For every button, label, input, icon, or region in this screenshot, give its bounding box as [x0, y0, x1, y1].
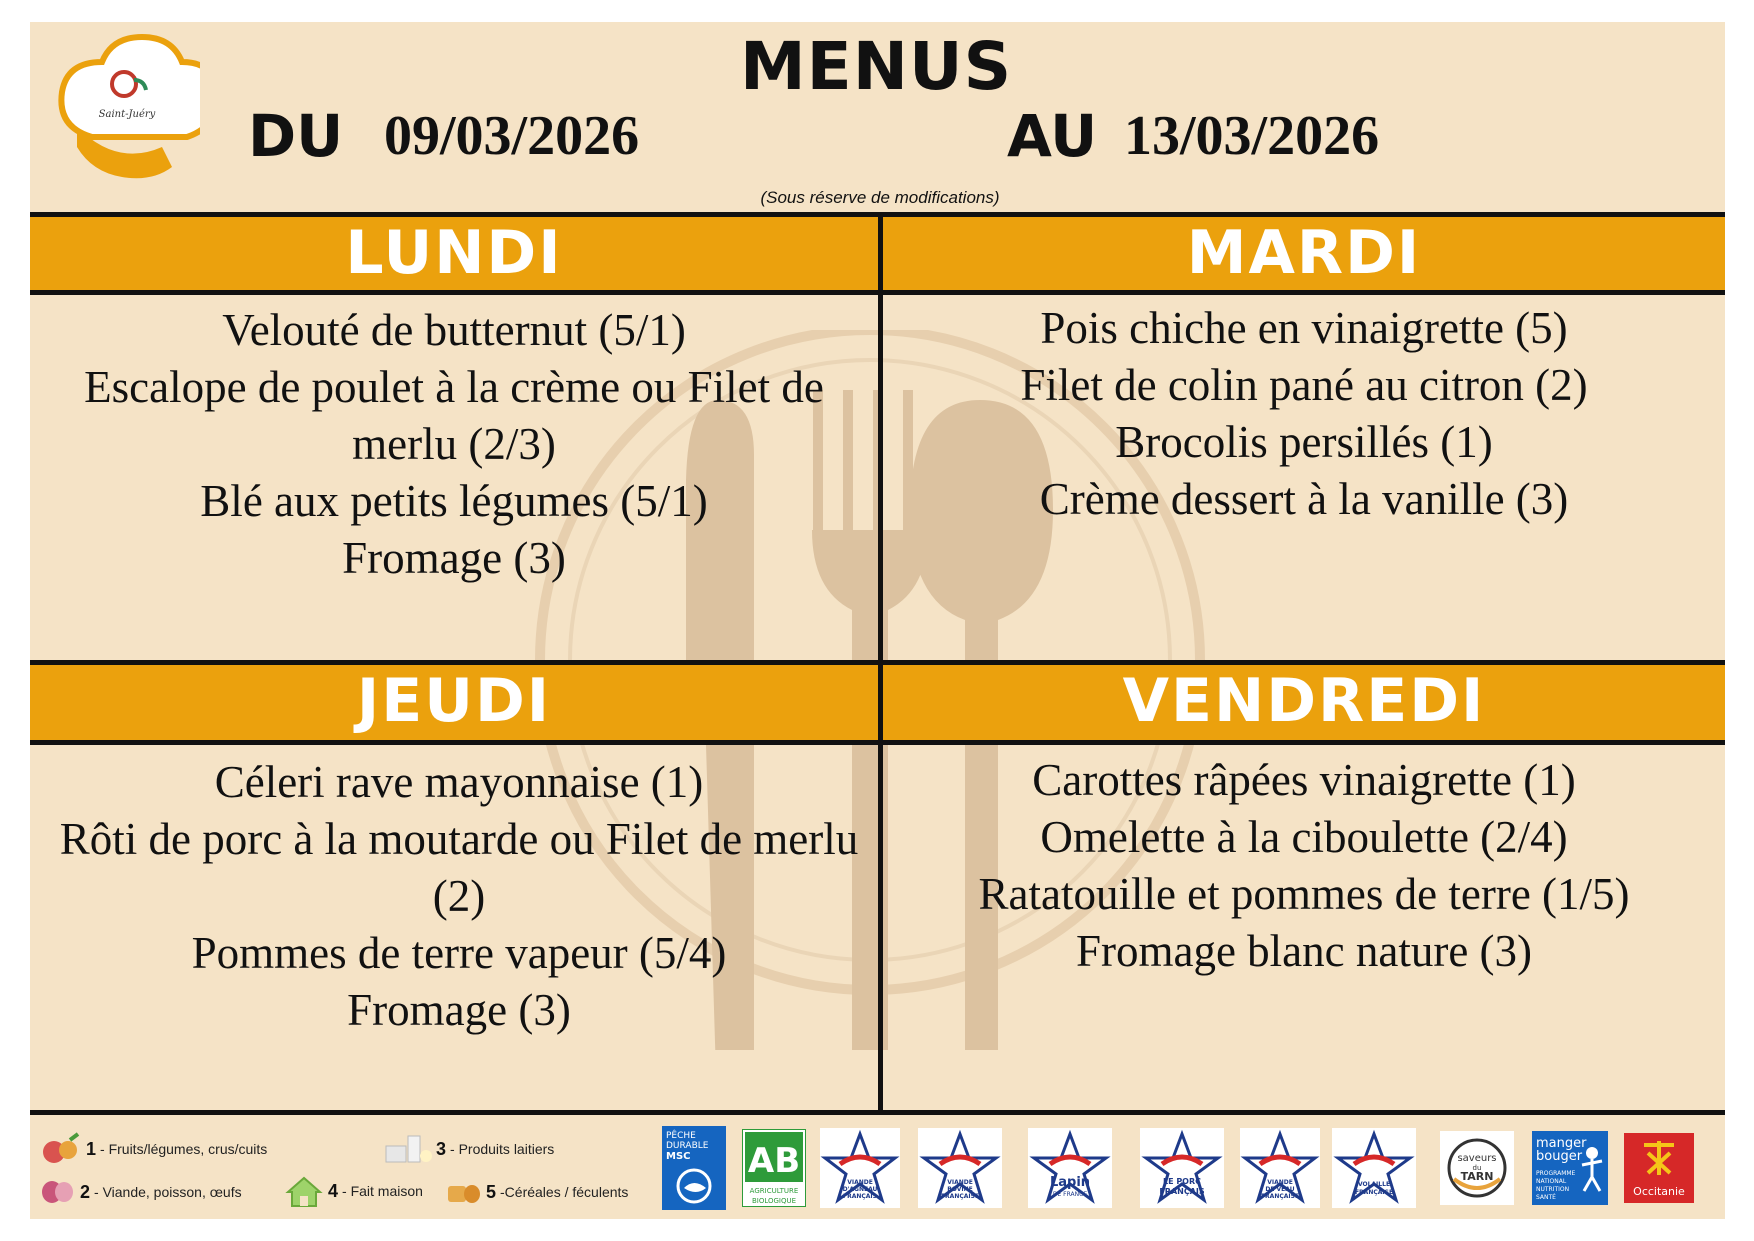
divider-vertical — [878, 212, 883, 1115]
svg-text:FRANÇAIS: FRANÇAIS — [843, 1193, 877, 1200]
svg-text:DE FRANCE: DE FRANCE — [1052, 1191, 1088, 1198]
svg-text:FRANÇAISE: FRANÇAISE — [1260, 1193, 1300, 1200]
page-title: MENUS — [740, 28, 1013, 105]
list-item: Rôti de porc à la moutarde ou Filet de merlu (2) — [59, 814, 859, 921]
svg-text:DURABLE: DURABLE — [666, 1141, 709, 1151]
house-icon — [284, 1174, 324, 1208]
list-item: Pois chiche en vinaigrette (5) — [1040, 303, 1568, 353]
svg-text:NATIONAL: NATIONAL — [1536, 1178, 1567, 1185]
list-item: Crème dessert à la vanille (3) — [1039, 474, 1569, 524]
menu-jeudi — [58, 754, 860, 1039]
svg-text:LE PORC: LE PORC — [1162, 1177, 1202, 1186]
list-item: Omelette à la ciboulette (2/4) — [1040, 812, 1568, 862]
svg-text:SANTÉ: SANTÉ — [1536, 1194, 1556, 1201]
day-header-vendredi: VENDREDI — [883, 665, 1725, 740]
svg-text:Lapin: Lapin — [1049, 1175, 1091, 1190]
saint-juery-logo — [52, 32, 200, 180]
menu-vendredi — [891, 752, 1717, 980]
list-item: Fromage (3) — [342, 533, 566, 583]
svg-text:FRANÇAISE: FRANÇAISE — [940, 1193, 980, 1200]
svg-text:BIOLOGIQUE: BIOLOGIQUE — [751, 1197, 797, 1205]
lapin-de-france-logo — [1028, 1128, 1112, 1208]
list-item: Escalope de poulet à la crème ou Filet de merlu (2/3) — [84, 362, 824, 469]
svg-text:VIANDE: VIANDE — [947, 1179, 973, 1186]
svg-text:bouger: bouger — [1536, 1149, 1583, 1164]
svg-text:saveurs: saveurs — [1457, 1153, 1497, 1164]
viande-bovine-logo — [918, 1128, 1002, 1208]
svg-text:BOVINE: BOVINE — [947, 1186, 973, 1193]
volaille-francaise-logo — [1332, 1128, 1416, 1208]
svg-text:PÊCHE: PÊCHE — [666, 1131, 696, 1141]
svg-text:AB: AB — [747, 1141, 801, 1181]
svg-text:FRANÇAISE: FRANÇAISE — [1354, 1189, 1394, 1196]
porc-francais-logo — [1140, 1128, 1224, 1208]
list-item: Fromage blanc nature (3) — [1075, 926, 1533, 976]
svg-text:Saint-Juéry: Saint-Juéry — [98, 109, 156, 120]
meat-fish-eggs-icon — [40, 1178, 76, 1206]
disclaimer-note: (Sous réserve de modifications) — [760, 188, 1000, 207]
list-item: Céleri rave mayonnaise (1) — [214, 757, 704, 807]
svg-text:TARN: TARN — [1460, 1170, 1494, 1183]
legend-item-4: 4 - Fait maison — [284, 1174, 423, 1208]
list-item: Fromage (3) — [347, 985, 571, 1035]
svg-text:VIANDE: VIANDE — [847, 1179, 873, 1186]
legend-item-1: 1 - Fruits/légumes, crus/cuits — [40, 1132, 267, 1166]
list-item: Filet de colin pané au citron (2) — [1020, 360, 1588, 410]
list-item: Carottes râpées vinaigrette (1) — [1032, 755, 1576, 805]
menu-lundi — [38, 302, 870, 587]
date-from: 09/03/2026 — [384, 105, 640, 167]
svg-text:MSC: MSC — [666, 1151, 691, 1162]
date-to: 13/03/2026 — [1124, 105, 1380, 167]
legend-item-5: 5 -Céréales / féculents — [446, 1178, 628, 1206]
legend-item-2: 2 - Viande, poisson, œufs — [40, 1178, 242, 1206]
viande-veau-logo — [1240, 1128, 1320, 1208]
msc-logo — [662, 1128, 726, 1208]
svg-text:DE VEAU: DE VEAU — [1265, 1186, 1295, 1193]
saveurs-du-tarn-logo — [1440, 1128, 1514, 1208]
dairy-icon — [382, 1132, 432, 1166]
au-label: AU — [1007, 102, 1098, 170]
day-header-lundi: LUNDI — [30, 217, 878, 290]
list-item: Velouté de butternut (5/1) — [222, 305, 686, 355]
list-item: Ratatouille et pommes de terre (1/5) — [978, 869, 1630, 919]
svg-text:FRANÇAIS: FRANÇAIS — [1159, 1187, 1205, 1196]
svg-text:VIANDE: VIANDE — [1267, 1179, 1293, 1186]
du-label: DU — [248, 102, 344, 170]
day-header-jeudi: JEUDI — [30, 665, 878, 740]
list-item: Blé aux petits légumes (5/1) — [200, 476, 708, 526]
list-item: Brocolis persillés (1) — [1115, 417, 1493, 467]
menu-mardi — [891, 300, 1717, 528]
svg-text:Occitanie: Occitanie — [1633, 1185, 1685, 1198]
svg-text:D'AGNEAU: D'AGNEAU — [842, 1186, 878, 1193]
viande-agneau-logo — [820, 1128, 900, 1208]
svg-text:NUTRITION: NUTRITION — [1536, 1186, 1570, 1193]
manger-bouger-logo — [1532, 1128, 1608, 1208]
svg-text:manger: manger — [1536, 1136, 1587, 1151]
occitanie-logo — [1624, 1128, 1694, 1208]
legend-item-3: 3 - Produits laitiers — [382, 1132, 554, 1166]
svg-text:PROGRAMME: PROGRAMME — [1536, 1170, 1576, 1177]
svg-text:AGRICULTURE: AGRICULTURE — [749, 1187, 799, 1195]
ab-bio-logo — [742, 1128, 806, 1208]
cereals-icon — [446, 1178, 482, 1206]
fruits-vegetables-icon — [40, 1132, 82, 1166]
svg-text:VOLAILLE: VOLAILLE — [1357, 1181, 1391, 1188]
svg-text:du: du — [1472, 1164, 1482, 1172]
day-header-mardi: MARDI — [883, 217, 1725, 290]
list-item: Pommes de terre vapeur (5/4) — [191, 928, 727, 978]
